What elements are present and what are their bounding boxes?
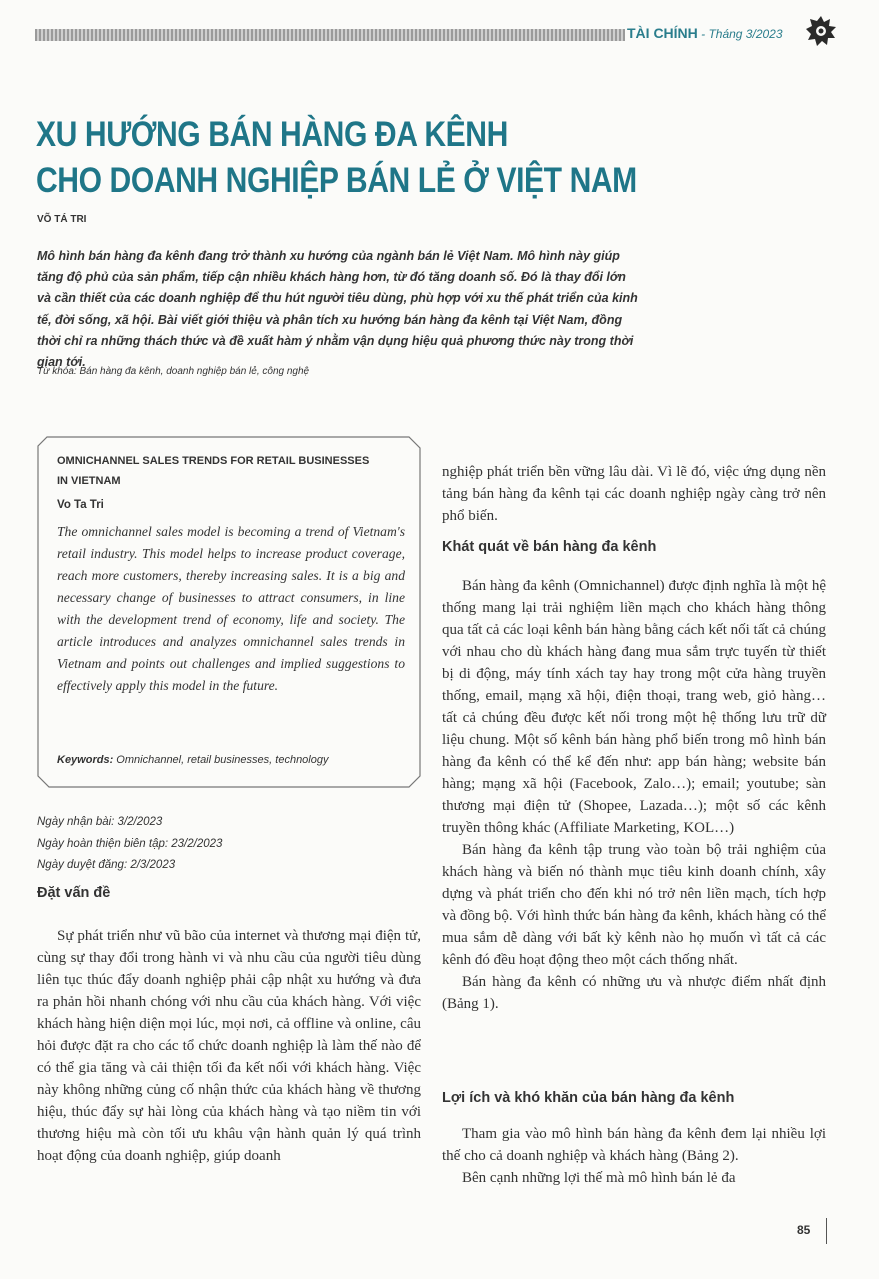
- en-title: OMNICHANNEL SALES TRENDS FOR RETAIL BUSINESSES IN VIETNAM: [57, 455, 370, 487]
- vn-keywords: Từ khóa: Bán hàng đa kênh, doanh nghiệp bán lẻ, công nghệ: [37, 366, 310, 377]
- benefits-paragraph-1: Tham gia vào mô hình bán hàng đa kênh đem lại nhiều lợi thế cho cả doanh nghiệp và khách hàng (Bảng 2).: [442, 1126, 826, 1164]
- journal-name: TÀI CHÍNH: [627, 25, 698, 41]
- author-name: VÕ TÁ TRI: [37, 214, 87, 225]
- overview-paragraph-1: Bán hàng đa kênh (Omnichannel) được định nghĩa là một hệ thống mang lại trải nghiệm liền mạch cho khách hàng thông qua tất cả các loại kênh bán hàng bằng cách kết nối tất cả chúng với nhau cho dù khách hàng đang mua sắm trực tuyến từ thiết bị di động, máy tính xách tay hay trong một cửa hàng truyền thống, email, mạng xã hội, điện thoại, trang web, giỏ hàng… tất cả chúng đều được kết nối trong một hệ thống lưu trữ dữ liệu chung. Một số kênh bán hàng phổ biến trong mô hình bán hàng đa kênh có thể kể đến như: app bán hàng; website bán hàng; mạng xã hội (Facebook, Zalo…); email; youtube; sàn thương mại điện tử (Shopee, Lazada…); một số các kênh truyền thông khác (Affiliate Marketing, KOL…): [442, 578, 826, 836]
- intro-paragraph: Sự phát triển như vũ bão của internet và thương mại điện tử, cùng sự thay đổi trong hành vi và nhu cầu của người tiêu dùng liên tục thúc đẩy doanh nghiệp phải cập nhật xu hướng và đưa ra phản hồi nhanh chóng với nhu cầu của khách hàng. Với việc khách hàng hiện diện mọi lúc, mọi nơi, cả offline và online, câu hỏi được đặt ra cho các tổ chức doanh nghiệp là làm thế nào để có thể gia tăng và cải thiện tối đa kết nối với khách hàng. Việc này không những củng cố nhận thức của khách hàng về thương hiệu, thúc đẩy sự hài lòng của khách hàng và tạo niềm tin với thương hiệu mà còn tối ưu khâu vận hành quản lý quá trình hoạt động của doanh nghiệp, giúp doanh: [37, 928, 421, 1164]
- overview-paragraph-2: Bán hàng đa kênh tập trung vào toàn bộ trải nghiệm của khách hàng và biến nó thành mục tiêu kinh doanh chính, xây dựng và phát triển cho đến khi nó trở nên liền mạch, tích hợp và đồng bộ. Với hình thức bán hàng đa kênh, khách hàng có thể mua sắm dễ dàng với bất kỳ kênh nào họ muốn vì tất cả các kênh đó đều hoạt động theo một cách thống nhất.: [442, 842, 826, 968]
- gear-emblem-icon: [806, 16, 836, 46]
- date-revised: Ngày hoàn thiện biên tập: 23/2/2023: [37, 837, 223, 850]
- en-author: Vo Ta Tri: [57, 499, 104, 511]
- en-keywords-text: Omnichannel, retail businesses, technology: [113, 754, 329, 766]
- page-number: 85: [797, 1223, 811, 1237]
- en-keywords-label: Keywords:: [57, 754, 114, 766]
- overview-body: [442, 575, 826, 1015]
- title-line-2: CHO DOANH NGHIỆP BÁN LẺ Ở VIỆT NAM: [36, 161, 637, 200]
- vn-abstract: Mô hình bán hàng đa kênh đang trở thành xu hướng của ngành bán lẻ Việt Nam. Mô hình này giúp tăng độ phủ của sản phẩm, tiếp cận nhiều khách hàng hơn, từ đó tăng doanh số. Đó là thay đổi lớn và cần thiết của các doanh nghiệp để thu hút người tiêu dùng, phù hợp với xu thế phát triển của kinh tế, đời sống, xã hội. Bài viết giới thiệu và phân tích xu hướng bán hàng đa kênh tại Việt Nam, đồng thời chỉ ra những thách thức và đề xuất hàm ý nhằm vận dụng hiệu quả phương thức này trong thời gian tới.: [37, 249, 638, 370]
- running-header: [627, 25, 783, 41]
- overview-heading: Khát quát về bán hàng đa kênh: [442, 539, 657, 555]
- benefits-heading: Lợi ích và khó khăn của bán hàng đa kênh: [442, 1090, 735, 1106]
- intro-heading: Đặt vấn đề: [37, 885, 111, 901]
- en-keywords: [57, 754, 328, 766]
- en-abstract: The omnichannel sales model is becoming a trend of Vietnam's retail industry. This model helps to increase product coverage, reach more customers, thereby increasing sales. It is a big and necessary change of businesses to attract consumers, in line with the development trend of economy, life and society. The article introduces and analyzes omnichannel sales trends in Vietnam and points out challenges and implied suggestions to effectively apply this model in the future.: [57, 524, 405, 693]
- intro-cont-paragraph: nghiệp phát triển bền vững lâu dài. Vì lẽ đó, việc ứng dụng nền tảng bán hàng đa kênh tại các doanh nghiệp ngày càng trở nên phổ biến.: [442, 464, 826, 524]
- date-received: Ngày nhận bài: 3/2/2023: [37, 816, 163, 828]
- benefits-body: [442, 1123, 826, 1189]
- benefits-paragraph-2: Bên cạnh những lợi thế mà mô hình bán lẻ đa: [462, 1170, 736, 1186]
- title-line-1: XU HƯỚNG BÁN HÀNG ĐA KÊNH: [36, 115, 508, 154]
- date-approved: Ngày duyệt đăng: 2/3/2023: [37, 859, 176, 871]
- header-decorative-bar: [35, 29, 625, 41]
- page-number-rule: [826, 1218, 827, 1244]
- intro-continuation: [442, 461, 826, 527]
- intro-body: [37, 925, 421, 1167]
- english-abstract-box: [37, 436, 421, 788]
- overview-paragraph-3: Bán hàng đa kênh có những ưu và nhược điểm nhất định (Bảng 1).: [442, 974, 826, 1012]
- article-title: [36, 112, 655, 204]
- issue-label: - Tháng 3/2023: [697, 27, 783, 41]
- publication-dates: [37, 812, 222, 877]
